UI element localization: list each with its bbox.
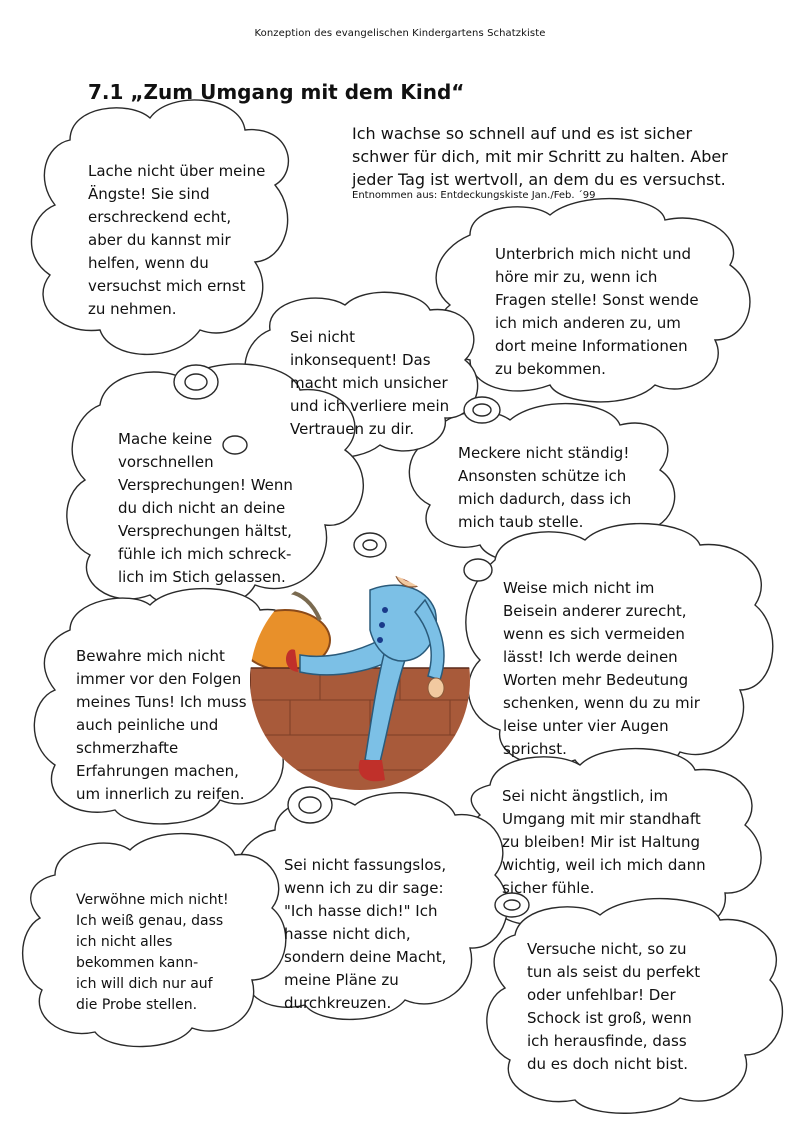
intro-source: Entnommen aus: Entdeckungskiste Jan./Feb. ´99 xyxy=(352,190,596,201)
bubble-text-perfekt: Versuche nicht, so zu tun als seist du perfekt oder unfehlbar! Der Schock ist groß, wenn ich herausfinde, dass du es doch nicht bist. xyxy=(527,940,701,1073)
bubble-text-versprechungen: Mache keine vorschnellen Versprechungen! Wenn du dich nicht an deine Versprechungen hältst, fühle ich mich schreck- lich im Stich gelassen. xyxy=(118,430,293,586)
bubble-text-fassungslos: Sei nicht fassungslos, wenn ich zu dir sage: "Ich hasse dich!" Ich hasse nicht dich, sondern deine Macht, meine Pläne zu durchkreuzen. xyxy=(284,856,447,1012)
intro-quote: Ich wachse so schnell auf und es ist sicher schwer für dich, mit mir Schritt zu halten. Aber jeder Tag ist wertvoll, an dem du es versuchst. xyxy=(352,124,728,189)
bubble-text-unterbrich: Unterbrich mich nicht und höre mir zu, wenn ich Fragen stelle! Sonst wende ich mich anderen zu, um dort meine Informationen zu bekommen. xyxy=(495,245,699,378)
section-heading: 7.1 „Zum Umgang mit dem Kind“ xyxy=(88,80,465,104)
bubble-text-aengstlich: Sei nicht ängstlich, im Umgang mit mir standhaft zu bleiben! Mir ist Haltung wichtig, weil ich mich dann sicher fühle. xyxy=(502,787,706,897)
bubble-text-zurecht: Weise mich nicht im Beisein anderer zurecht, wenn es sich vermeiden lässt! Ich werde deinen Worten mehr Bedeutung schenken, wenn du zu mir leise unter vier Augen sprichst. xyxy=(503,579,700,758)
bubble-text-meckere: Meckere nicht ständig! Ansonsten schütze ich mich dadurch, dass ich mich taub stelle. xyxy=(458,444,632,531)
bubble-text-verwoehne: Verwöhne mich nicht! Ich weiß genau, dass ich nicht alles bekommen kann- ich will dich nur auf die Probe stellen. xyxy=(76,892,229,1013)
bubble-text-folgen: Bewahre mich nicht immer vor den Folgen meines Tuns! Ich muss auch peinliche und schmerzhafte Erfahrungen machen, um innerlich zu reifen. xyxy=(76,647,247,803)
bubble-text-angst: Lache nicht über meine Ängste! Sie sind erschreckend echt, aber du kannst mir helfen, wenn du versuchst mich ernst zu nehmen. xyxy=(88,162,266,318)
page-header: Konzeption des evangelischen Kindergartens Schatzkiste xyxy=(254,28,546,39)
bubble-text-inkonsequent: Sei nicht inkonsequent! Das macht mich unsicher und ich verliere mein Vertrauen zu dir. xyxy=(290,328,450,438)
